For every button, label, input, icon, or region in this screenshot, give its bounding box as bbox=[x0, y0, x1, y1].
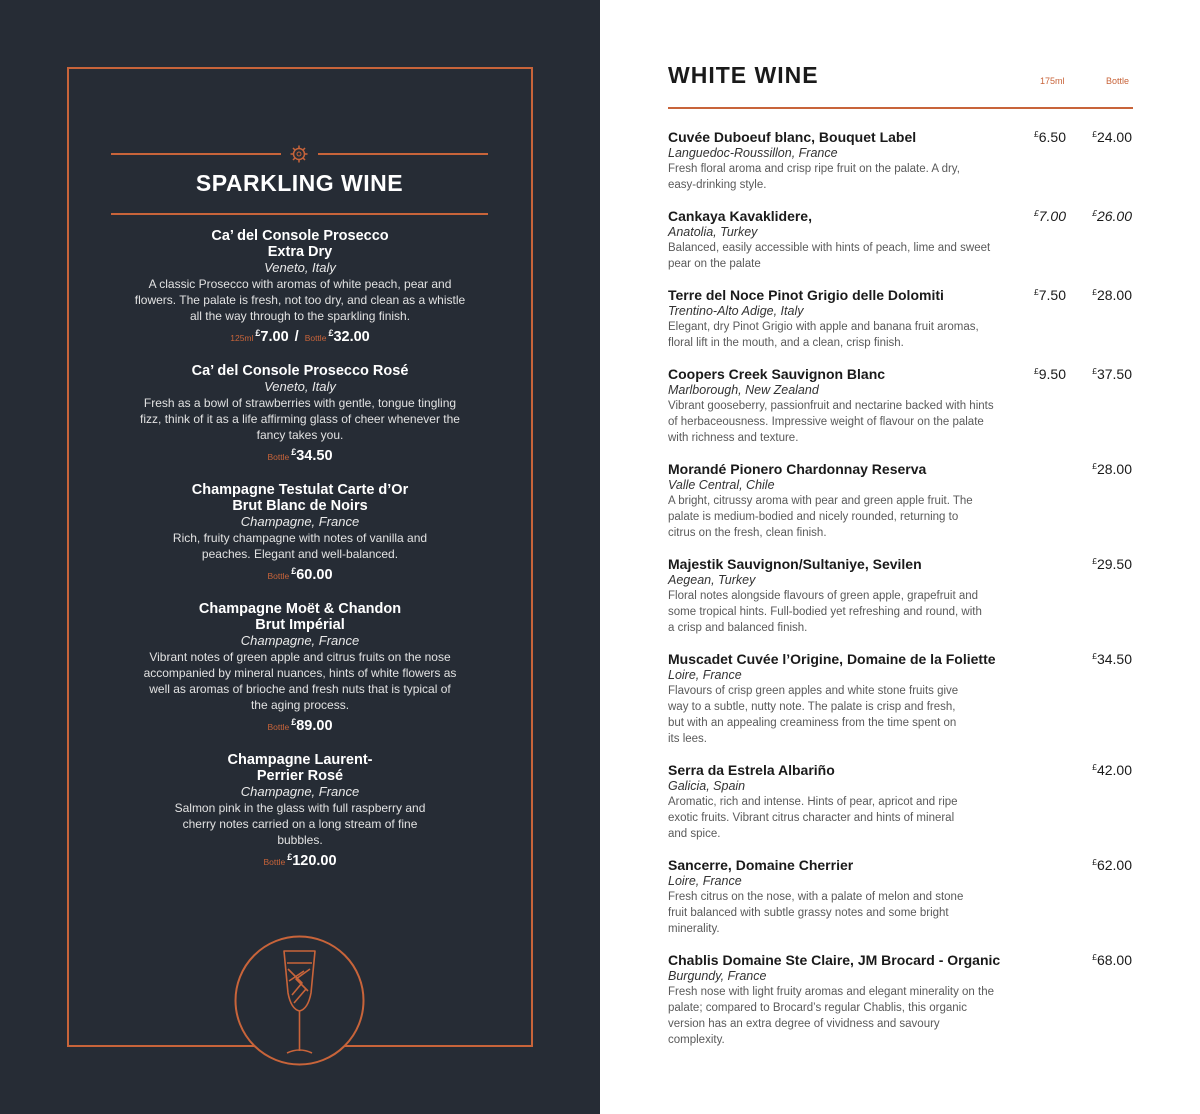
title-ornament bbox=[111, 145, 488, 163]
white-wine-item bbox=[668, 208, 1138, 272]
white-wine-item bbox=[668, 857, 1138, 937]
glass-size-column-header: 175ml bbox=[1040, 76, 1065, 86]
wine-name: Chablis Domaine Ste Claire, JM Brocard - Organic bbox=[668, 952, 1001, 968]
sparkling-title: SPARKLING WINE bbox=[195, 170, 404, 196]
wine-name: Champagne Moët & Chandon Brut Impérial bbox=[198, 601, 402, 633]
white-wine-list bbox=[668, 129, 1138, 1063]
wine-description: Fresh as a bowl of strawberries with gentle, tongue tingling fizz, think of it as a life affirming glass of cheer whenever the fancy takes you. bbox=[140, 396, 460, 442]
wine-name: Ca’ del Console Prosecco Rosé bbox=[191, 363, 409, 379]
wine-region: Marlborough, New Zealand bbox=[668, 383, 819, 397]
wine-price bbox=[150, 713, 450, 736]
bottle-price: £37.50 bbox=[1092, 366, 1132, 382]
white-wine-item bbox=[668, 651, 1138, 747]
currency-symbol: £ bbox=[291, 447, 297, 457]
currency-symbol: £ bbox=[287, 852, 293, 862]
bottle-price: £28.00 bbox=[1092, 461, 1132, 477]
wine-region: Aegean, Turkey bbox=[668, 573, 756, 587]
wine-name: Muscadet Cuvée l’Origine, Domaine de la Foliette bbox=[668, 651, 996, 667]
champagne-glass-icon bbox=[232, 933, 367, 1068]
wine-description: Rich, fruity champagne with notes of vanilla and peaches. Elegant and well-balanced. bbox=[172, 531, 428, 561]
sparkling-title-rule bbox=[111, 213, 488, 215]
bottle-label: Bottle bbox=[263, 857, 286, 867]
currency-symbol: £ bbox=[1092, 952, 1097, 962]
bottle-price: 60.00 bbox=[296, 567, 333, 583]
currency-symbol: £ bbox=[1034, 208, 1039, 218]
wine-region: Loire, France bbox=[668, 668, 742, 682]
gear-ornament-icon bbox=[289, 145, 309, 163]
currency-symbol: £ bbox=[1092, 762, 1097, 772]
wine-region: Loire, France bbox=[668, 874, 742, 888]
ornament-line-right bbox=[318, 153, 488, 155]
wine-region: Champagne, France bbox=[240, 784, 360, 799]
wine-description: Fresh citrus on the nose, with a palate of melon and stone fruit balanced with subtle grassy notes and some bright minerality. bbox=[668, 891, 964, 935]
wine-price bbox=[150, 848, 450, 871]
bottle-price: 32.00 bbox=[333, 329, 370, 345]
wine-name: Cankaya Kavaklidere, bbox=[668, 208, 812, 224]
wine-name: Coopers Creek Sauvignon Blanc bbox=[668, 366, 886, 382]
wine-price bbox=[150, 324, 450, 347]
bottle-column-header: Bottle bbox=[1106, 76, 1130, 86]
white-wine-item bbox=[668, 556, 1138, 636]
sparkling-list bbox=[134, 228, 466, 887]
bottle-price: £29.50 bbox=[1092, 556, 1132, 572]
wine-name: Morandé Pionero Chardonnay Reserva bbox=[668, 461, 927, 477]
currency-symbol: £ bbox=[1034, 129, 1039, 139]
currency-symbol: £ bbox=[1034, 287, 1039, 297]
wine-name: Terre del Noce Pinot Grigio delle Dolomiti bbox=[668, 287, 944, 303]
wine-description: Vibrant gooseberry, passionfruit and nectarine backed with hints of herbaceousness. Impressive weight of flavour on the palate with richness and texture. bbox=[668, 400, 994, 444]
currency-symbol: £ bbox=[1092, 857, 1097, 867]
bottle-label: Bottle bbox=[267, 722, 290, 732]
glass-size-label: 125ml bbox=[230, 333, 254, 343]
wine-name: Majestik Sauvignon/Sultaniye, Sevilen bbox=[668, 556, 922, 572]
currency-symbol: £ bbox=[1092, 651, 1097, 661]
glass-price: £9.50 bbox=[1034, 366, 1066, 382]
sparkling-item bbox=[143, 601, 457, 736]
bottle-label: Bottle bbox=[267, 452, 290, 462]
wine-description: A bright, citrussy aroma with pear and green apple fruit. The palate is medium-bodied and nicely rounded, returning to citrus on the fresh, clean finish. bbox=[668, 495, 973, 539]
wine-region: Trentino-Alto Adige, Italy bbox=[668, 304, 804, 318]
wine-description: Salmon pink in the glass with full raspberry and cherry notes carried on a long stream of fine bubbles. bbox=[174, 801, 426, 847]
wine-description: A classic Prosecco with aromas of white peach, pear and flowers. The palate is fresh, not too dry, and clean as a whistle all the way through to the sparkling finish. bbox=[134, 277, 466, 323]
wine-name: Champagne Testulat Carte d’Or Brut Blanc de Noirs bbox=[191, 482, 409, 514]
white-wine-item bbox=[668, 952, 1138, 1048]
white-wine-item bbox=[668, 461, 1138, 541]
wine-description: Aromatic, rich and intense. Hints of pear, apricot and ripe exotic fruits. Vibrant citrus character and hints of mineral and spice. bbox=[668, 796, 958, 840]
wine-price bbox=[150, 443, 450, 466]
wine-region: Champagne, France bbox=[240, 633, 360, 648]
currency-symbol: £ bbox=[1092, 208, 1097, 218]
wine-region: Burgundy, France bbox=[668, 969, 767, 983]
bottle-price: 34.50 bbox=[296, 448, 333, 464]
bottle-price: £68.00 bbox=[1092, 952, 1132, 968]
bottle-price: £62.00 bbox=[1092, 857, 1132, 873]
wine-name: Serra da Estrela Albariño bbox=[668, 762, 835, 778]
wine-description: Vibrant notes of green apple and citrus fruits on the nose accompanied by mineral nuances, hints of white flowers as well as aromas of brioche and fresh nuts that is typical of the aging process. bbox=[143, 650, 457, 712]
price-separator: / bbox=[294, 329, 299, 345]
currency-symbol: £ bbox=[328, 328, 334, 338]
white-wine-item bbox=[668, 366, 1138, 446]
glass-price: 7.00 bbox=[260, 329, 289, 345]
bottle-price: £28.00 bbox=[1092, 287, 1132, 303]
white-wine-item bbox=[668, 287, 1138, 351]
bottle-price: £42.00 bbox=[1092, 762, 1132, 778]
sparkling-item bbox=[150, 752, 450, 871]
sparkling-item bbox=[140, 363, 460, 466]
white-wine-item bbox=[668, 129, 1138, 193]
currency-symbol: £ bbox=[255, 328, 261, 338]
glass-price: £7.50 bbox=[1034, 287, 1066, 303]
wine-description: Fresh nose with light fruity aromas and elegant minerality on the palate; compared to Brocard’s regular Chablis, this organic version has an extra degree of vividness and savoury complexity. bbox=[668, 986, 994, 1046]
currency-symbol: £ bbox=[1092, 461, 1097, 471]
currency-symbol: £ bbox=[1034, 366, 1039, 376]
wine-description: Balanced, easily accessible with hints of peach, lime and sweet pear on the palate bbox=[668, 242, 991, 270]
wine-name: Sancerre, Domaine Cherrier bbox=[668, 857, 854, 873]
wine-region: Veneto, Italy bbox=[264, 260, 336, 275]
wine-description: Flavours of crisp green apples and white stone fruits give way to a subtle, nutty note. The palate is crisp and fresh, but with an appealing creaminess from the time spent on its lees. bbox=[668, 685, 959, 745]
white-wine-title-rule bbox=[668, 107, 1133, 109]
glass-price: £6.50 bbox=[1034, 129, 1066, 145]
bottle-price: £24.00 bbox=[1092, 129, 1132, 145]
wine-price bbox=[150, 562, 450, 585]
glass-price: £7.00 bbox=[1034, 208, 1066, 224]
wine-name: Ca’ del Console Prosecco Extra Dry bbox=[211, 228, 389, 260]
currency-symbol: £ bbox=[1092, 366, 1097, 376]
wine-description: Floral notes alongside flavours of green apple, grapefruit and some tropical hints. Full-bodied yet refreshing and round, with a crisp and balanced finish. bbox=[668, 590, 982, 634]
wine-name: Champagne Laurent-Perrier Rosé bbox=[227, 752, 373, 784]
wine-region: Valle Central, Chile bbox=[668, 478, 775, 492]
wine-name: Cuvée Duboeuf blanc, Bouquet Label bbox=[668, 129, 917, 145]
wine-region: Veneto, Italy bbox=[264, 379, 336, 394]
bottle-price: 120.00 bbox=[292, 853, 337, 869]
currency-symbol: £ bbox=[1092, 287, 1097, 297]
wine-description: Elegant, dry Pinot Grigio with apple and banana fruit aromas, floral lift in the mouth, and a clean, crisp finish. bbox=[668, 321, 979, 349]
wine-region: Champagne, France bbox=[240, 514, 360, 529]
wine-region: Anatolia, Turkey bbox=[668, 225, 758, 239]
currency-symbol: £ bbox=[291, 566, 297, 576]
bottle-price: £34.50 bbox=[1092, 651, 1132, 667]
sparkling-item bbox=[150, 482, 450, 585]
bottle-label: Bottle bbox=[304, 333, 327, 343]
bottle-price: £26.00 bbox=[1092, 208, 1132, 224]
wine-region: Galicia, Spain bbox=[668, 779, 746, 793]
currency-symbol: £ bbox=[291, 717, 297, 727]
ornament-line-left bbox=[111, 153, 281, 155]
white-wine-item bbox=[668, 762, 1138, 842]
wine-description: Fresh floral aroma and crisp ripe fruit on the palate. A dry, easy-drinking style. bbox=[668, 163, 960, 191]
wine-region: Languedoc-Roussillon, France bbox=[668, 146, 838, 160]
bottle-label: Bottle bbox=[267, 571, 290, 581]
currency-symbol: £ bbox=[1092, 129, 1097, 139]
currency-symbol: £ bbox=[1092, 556, 1097, 566]
sparkling-item bbox=[134, 228, 466, 347]
white-wine-title: WHITE WINE bbox=[668, 62, 819, 88]
bottle-price: 89.00 bbox=[296, 718, 333, 734]
